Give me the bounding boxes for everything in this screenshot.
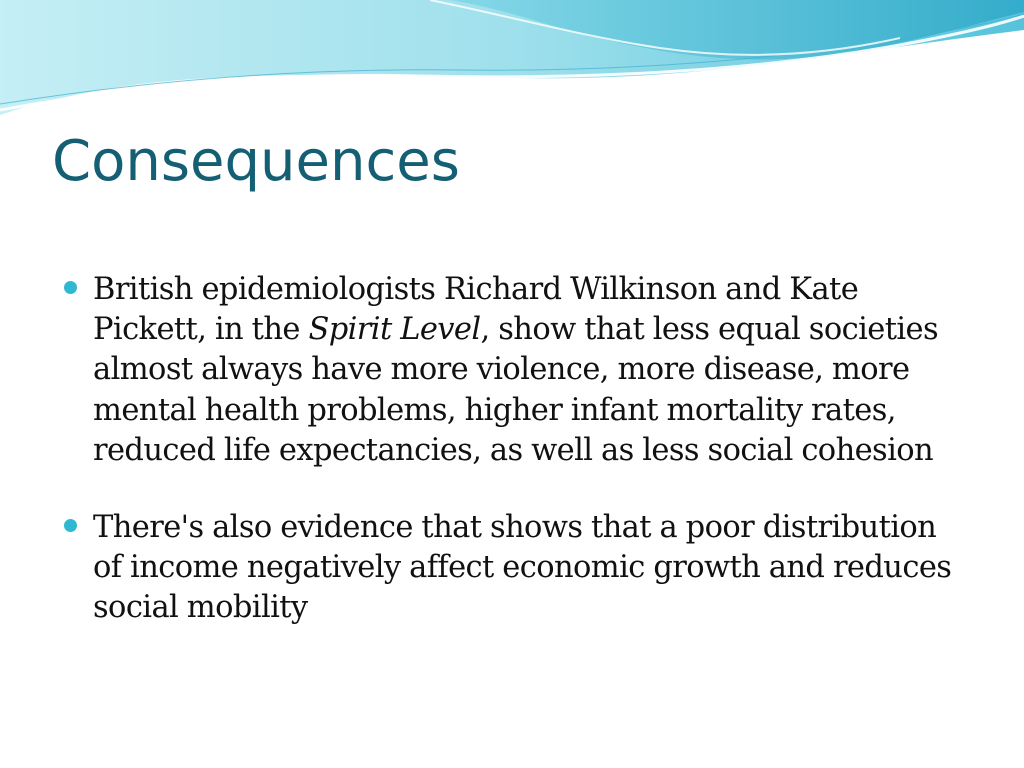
book-title-italic: Spirit Level <box>308 312 481 348</box>
bullet-item <box>62 508 962 629</box>
bullet-text-before: British epidemiologists Richard Wilkinson and Kate Pickett, in the <box>93 272 859 348</box>
slide-title: Consequences <box>52 129 460 194</box>
wave-header-decoration <box>0 0 1024 130</box>
bullet-text: There's also evidence that shows that a poor distribution of income negatively affect economic growth and reduces social mobility <box>93 510 952 626</box>
bullet-item <box>62 270 962 471</box>
bullet-list <box>62 270 962 666</box>
bullet-dot-icon <box>64 519 77 532</box>
bullet-text-after: , show that less equal societies almost always have more violence, more disease, more mental health problems, higher infant mortality rates, reduced life expectancies, as well as less social cohesion <box>93 312 939 468</box>
bullet-dot-icon <box>64 281 77 294</box>
